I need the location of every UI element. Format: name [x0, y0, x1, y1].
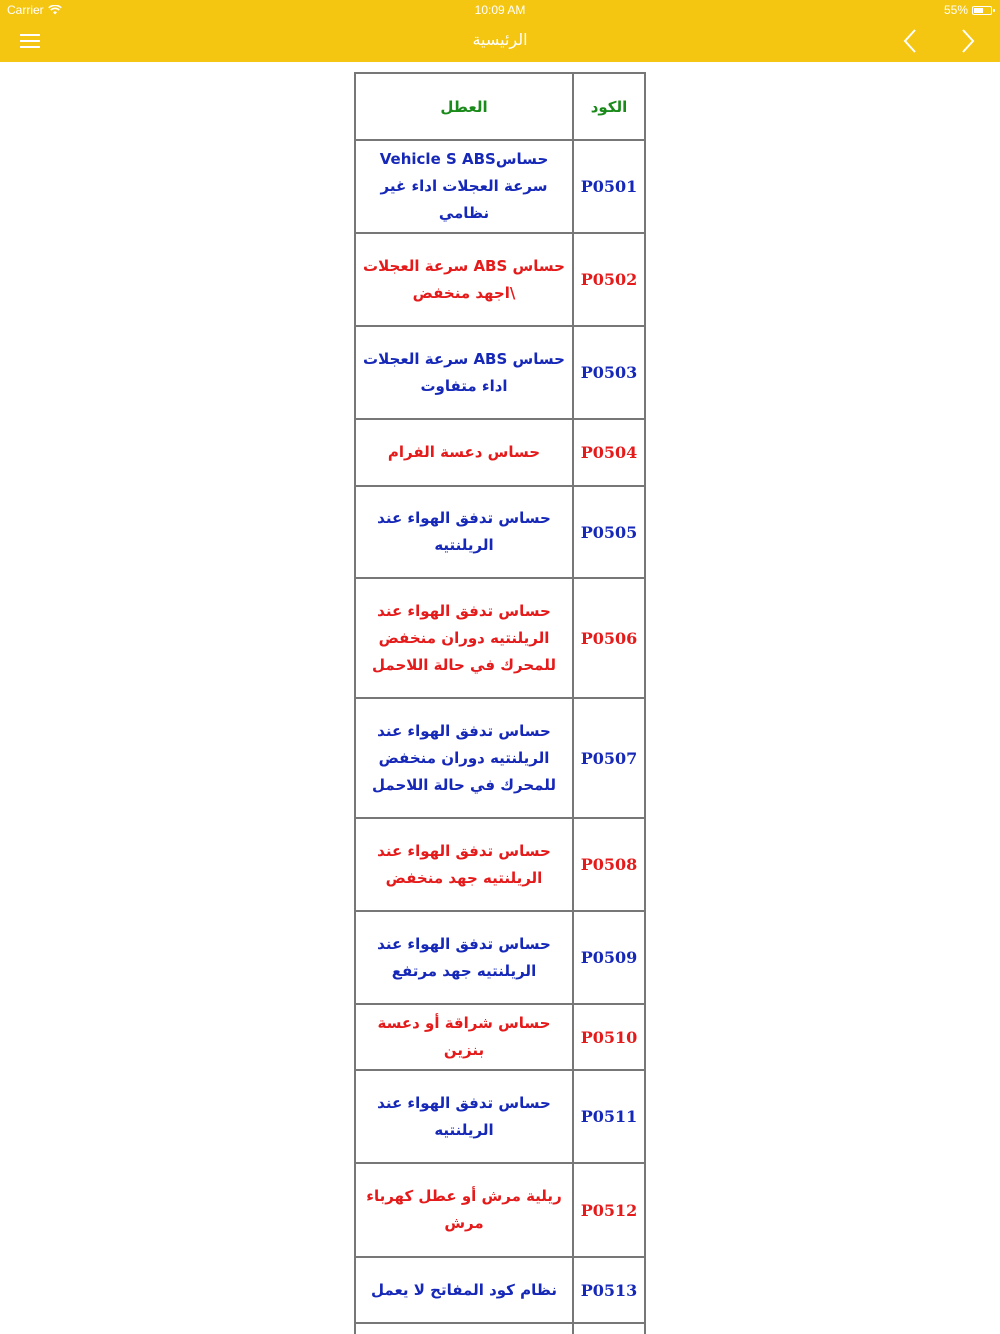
chevron-left-icon [896, 26, 926, 56]
fault-code-cell: P0513 [573, 1257, 645, 1323]
fault-code-cell: P0509 [573, 911, 645, 1004]
table-row [355, 578, 645, 698]
fault-description-cell: ريلية مرش أو عطل كهرباء مرش [355, 1163, 573, 1257]
fault-description-cell: حساس تدفق الهواء عند الريلنتيه دوران منخفض للمحرك في حالة اللاحمل [355, 578, 573, 698]
fault-description-cell: حساس شراقة أو دعسة بنزين [355, 1004, 573, 1070]
fault-code-cell: P0503 [573, 326, 645, 419]
table-row [355, 1257, 645, 1323]
table-header-row [355, 73, 645, 140]
table-row [355, 233, 645, 326]
fault-code-cell: P0511 [573, 1070, 645, 1163]
fault-description-cell: حساسVehicle S ABS سرعة العجلات اداء غير نظامي [355, 140, 573, 233]
table-row [355, 1163, 645, 1257]
table-body [355, 140, 645, 1334]
clock: 10:09 AM [474, 3, 526, 17]
carrier-label: Carrier [7, 3, 44, 17]
table-row [355, 911, 645, 1004]
table-row [355, 818, 645, 911]
fault-description-cell: حساس دعسة الفرام [355, 419, 573, 486]
table-row [355, 486, 645, 578]
fault-description-cell: حساس ABS سرعة العجلات \اجهد منخفض [355, 233, 573, 326]
fault-description-cell: حساس تدفق الهواء عند الريلنتيه [355, 486, 573, 578]
fault-description-cell [355, 1323, 573, 1334]
fault-code-cell: P0506 [573, 578, 645, 698]
battery-indicator [944, 3, 992, 17]
fault-code-cell: P0507 [573, 698, 645, 818]
fault-description-cell: حساس تدفق الهواء عند الريلنتيه [355, 1070, 573, 1163]
fault-code-cell: P0501 [573, 140, 645, 233]
status-bar [0, 0, 1000, 20]
navigation-bar [0, 20, 1000, 62]
fault-code-cell: P0512 [573, 1163, 645, 1257]
page-title: الرئيسية [472, 30, 528, 49]
table-row [355, 140, 645, 233]
chevron-right-icon [952, 26, 982, 56]
fault-description-cell: حساس تدفق الهواء عند الريلنتيه جهد مرتفع [355, 911, 573, 1004]
table-row [355, 419, 645, 486]
header-bar [0, 0, 1000, 62]
table-row [355, 1323, 645, 1334]
fault-description-cell: نظام كود المفاتح لا يعمل [355, 1257, 573, 1323]
table-row [355, 1070, 645, 1163]
code-column-header: الكود [573, 73, 645, 140]
battery-percent: 55% [943, 3, 968, 17]
forward-button[interactable] [952, 26, 982, 56]
content-area[interactable] [0, 62, 1000, 1334]
fault-description-cell: حساس تدفق الهواء عند الريلنتيه جهد منخفض [355, 818, 573, 911]
fault-code-cell: P0510 [573, 1004, 645, 1070]
fault-code-cell: P0504 [573, 419, 645, 486]
fault-description-cell: حساس تدفق الهواء عند الريلنتيه دوران منخفض للمحرك في حالة اللاحمل [355, 698, 573, 818]
table-row [355, 698, 645, 818]
fault-code-cell: P0502 [573, 233, 645, 326]
battery-icon [972, 6, 992, 15]
fault-description-cell: حساس ABS سرعة العجلات اداء متفاوت [355, 326, 573, 419]
fault-code-cell [573, 1323, 645, 1334]
fault-codes-table [354, 72, 646, 1334]
table-row [355, 1004, 645, 1070]
table-row [355, 326, 645, 419]
fault-column-header: العطل [355, 73, 573, 140]
back-button[interactable] [896, 26, 926, 56]
fault-code-cell: P0505 [573, 486, 645, 578]
fault-code-cell: P0508 [573, 818, 645, 911]
